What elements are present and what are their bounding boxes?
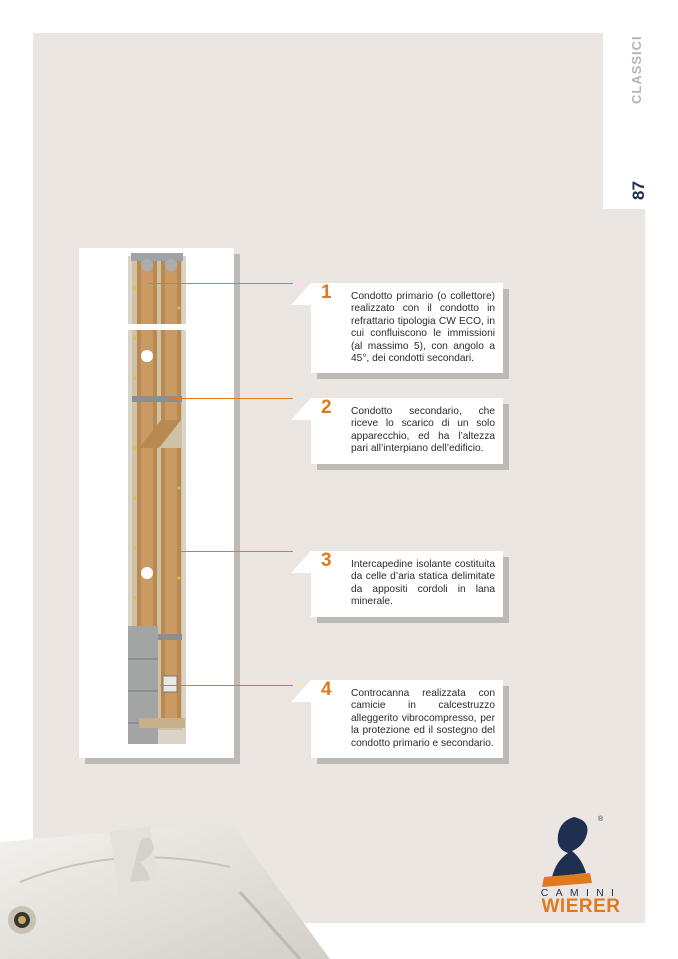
callout-text: Intercapedine isolante costituita da celle d’aria statica delimitate da appositi cordoli in lana minerale.: [351, 559, 495, 608]
callout-number: 2: [321, 397, 332, 418]
callout-number: 1: [321, 282, 332, 303]
callout-text: Condotto secondario, che riceve lo scarico di un solo apparecchio, ed ha l’altezza pari all’interpiano dell’edificio.: [351, 406, 495, 455]
registered-mark: ®: [598, 816, 604, 823]
callout-line-4: [160, 685, 293, 686]
callout-number: 4: [321, 679, 332, 700]
chimney-diagram-frame: [79, 248, 234, 758]
callout-text: Condotto primario (o collettore) realizzato con il condotto in refrattario tipologia CW ECO, in cui confluiscono le immissioni (al massimo 5), con angolo a 45°, dei condotti secondari.: [351, 291, 495, 365]
section-label: CLASSICI: [629, 35, 644, 105]
logo-text-camini: CAMINI: [540, 887, 622, 899]
callout-3: [311, 551, 503, 617]
chimney-illustration: [79, 248, 234, 758]
callout-line-3: [180, 551, 293, 552]
callout-text: Controcanna realizzata con camicie in calcestruzzo alleggerito vibrocompresso, per la protezione ed il sostegno del condotto primario e secondario.: [351, 688, 495, 749]
callout-4: [311, 680, 503, 758]
callout-line-2: [170, 398, 293, 399]
callout-line-1: [148, 283, 293, 284]
callout-number: 3: [321, 550, 332, 571]
callout-1: [311, 283, 503, 373]
page-number: 87: [629, 181, 648, 201]
engraved-cap-illustration: [0, 822, 330, 959]
callout-2: [311, 398, 503, 464]
logo-text-wierer: WIERER: [541, 896, 621, 917]
